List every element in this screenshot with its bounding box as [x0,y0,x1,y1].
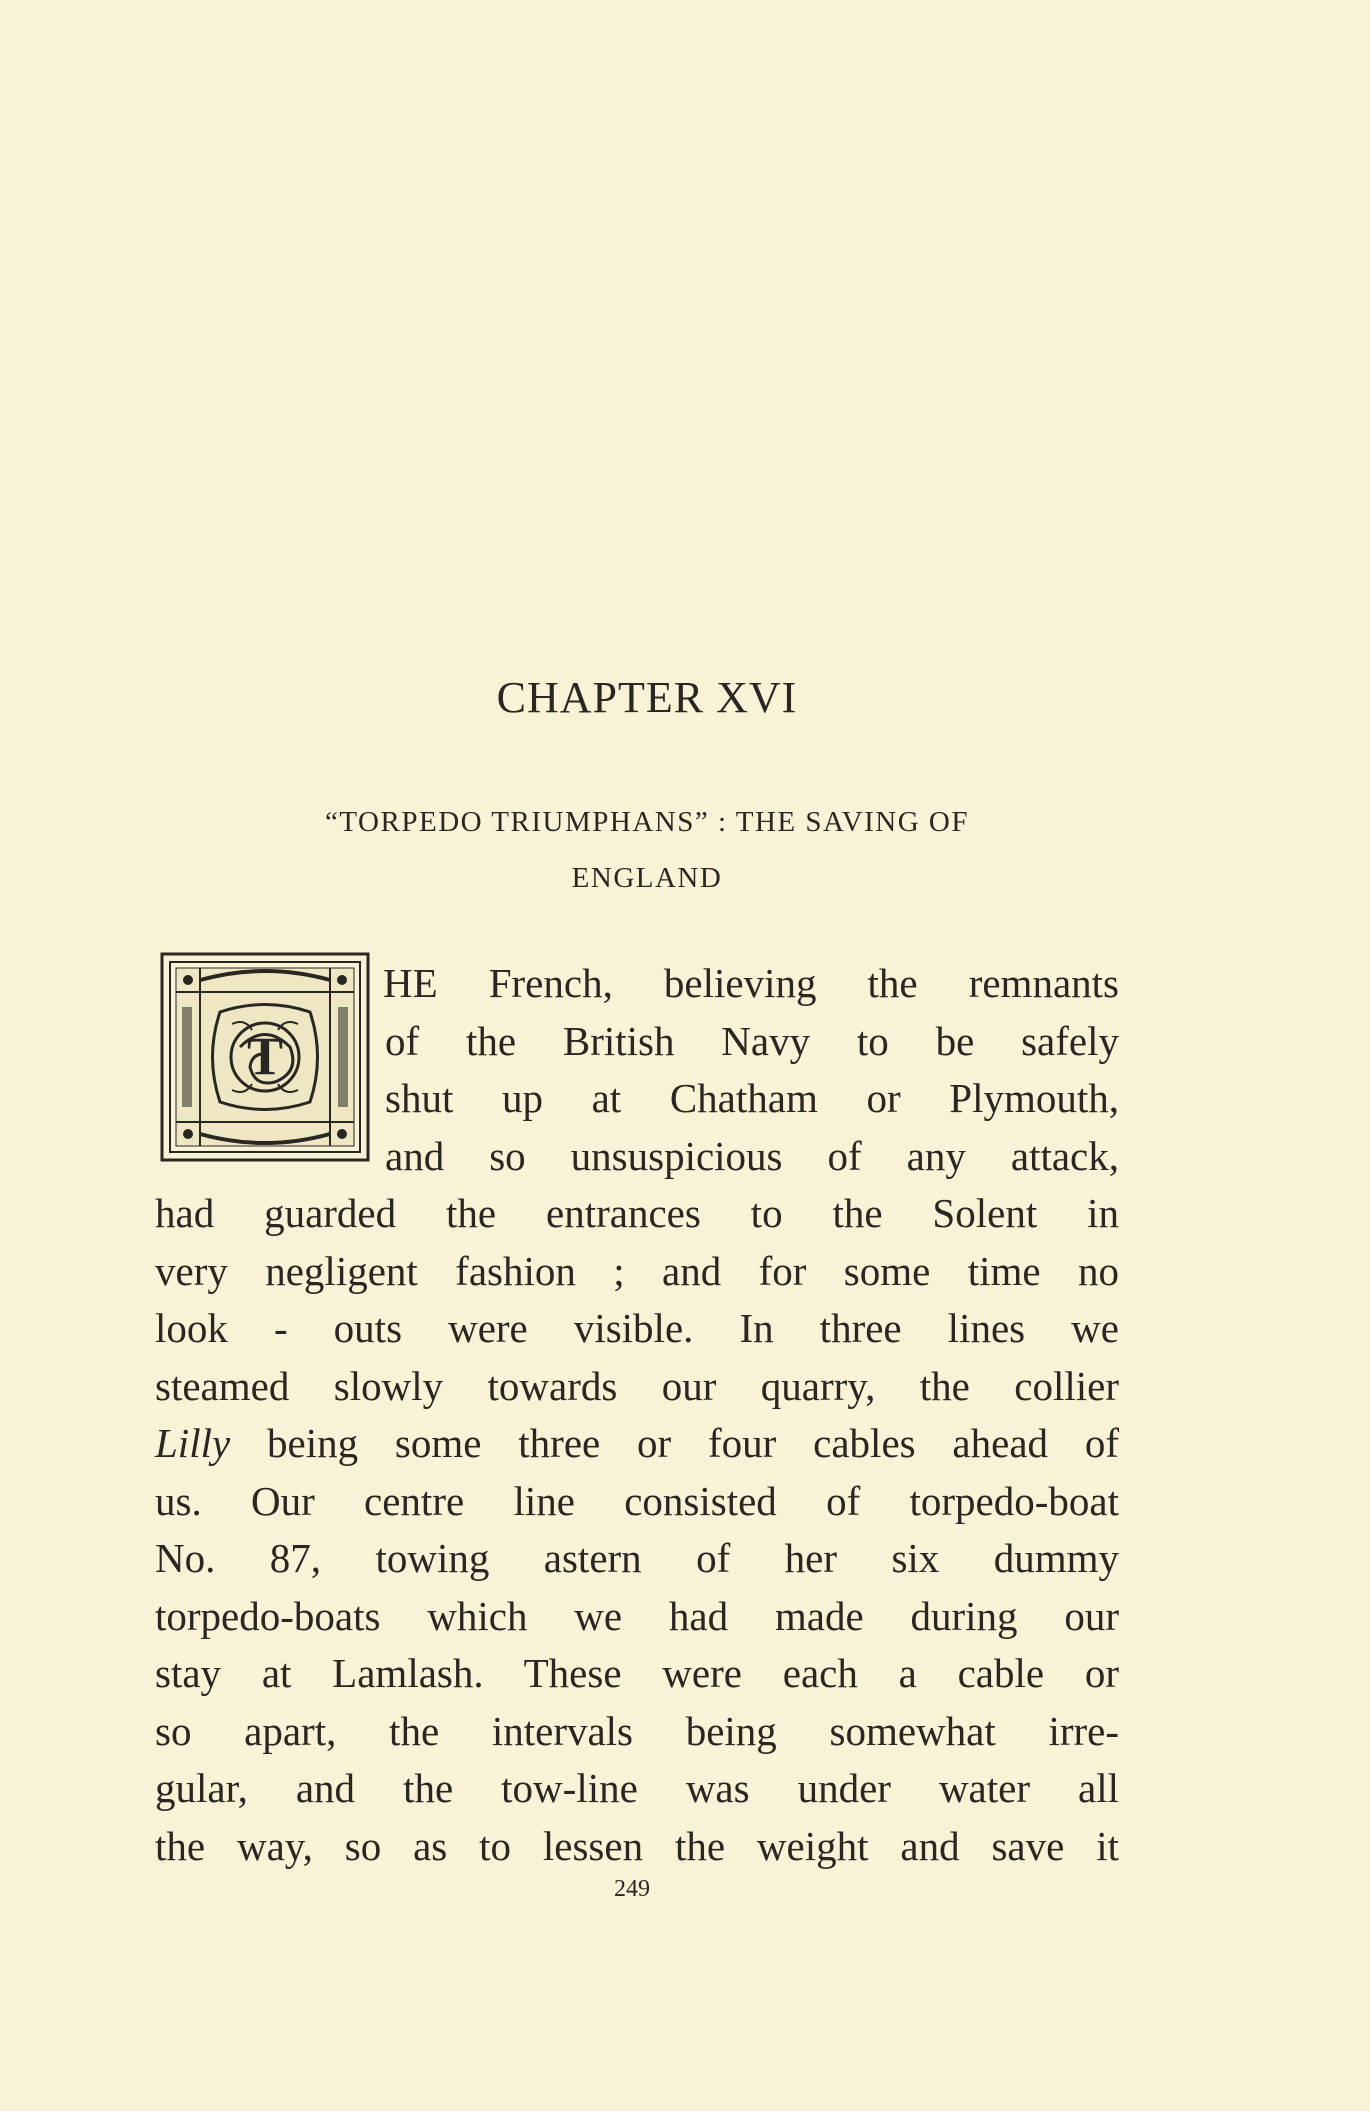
text-line: had guarded the entrances to the Solent in [155,1190,1119,1236]
dropcap-letter: T [246,1026,284,1086]
text-line: No. 87, towing astern of her six dummy [155,1535,1119,1581]
text-line: very negligent fashion ; and for some time no [155,1247,1119,1294]
subtitle-line-2: ENGLAND [571,862,723,894]
chapter-subtitle [0,794,1294,906]
page-number: 249 [614,1876,650,1902]
text-line: us. Our centre line consisted of torpedo-boat [155,1477,1119,1524]
ship-name: Lilly [155,1420,231,1466]
body-text [155,955,1119,1875]
text-line: the way, so as to lessen the weight and save it [155,1822,1119,1869]
text-line: torpedo-boats which we had made during our [155,1592,1119,1639]
text-line: stay at Lamlash. These were each a cable or [155,1650,1119,1696]
chapter-title: CHAPTER XVI [496,673,798,722]
subtitle-line-1: “TORPEDO TRIUMPHANS” : THE SAVING OF [325,806,969,838]
text-line: HE French, believing the remnants [383,960,1119,1006]
text-line: of the British Navy to be safely [385,1017,1119,1064]
text-line: so apart, the intervals being somewhat irre- [155,1707,1119,1754]
text-line: and so unsuspicious of any attack, [385,1132,1119,1179]
text-line: shut up at Chatham or Plymouth, [385,1075,1119,1121]
text-line: look - outs were visible. In three lines we [155,1305,1119,1351]
text-line-rest: being some three or four cables ahead of [267,1420,1119,1466]
text-line-with-ship-name [155,1415,1119,1473]
text-line: steamed slowly towards our quarry, the collier [155,1362,1119,1409]
text-line: gular, and the tow-line was under water all [155,1765,1119,1811]
